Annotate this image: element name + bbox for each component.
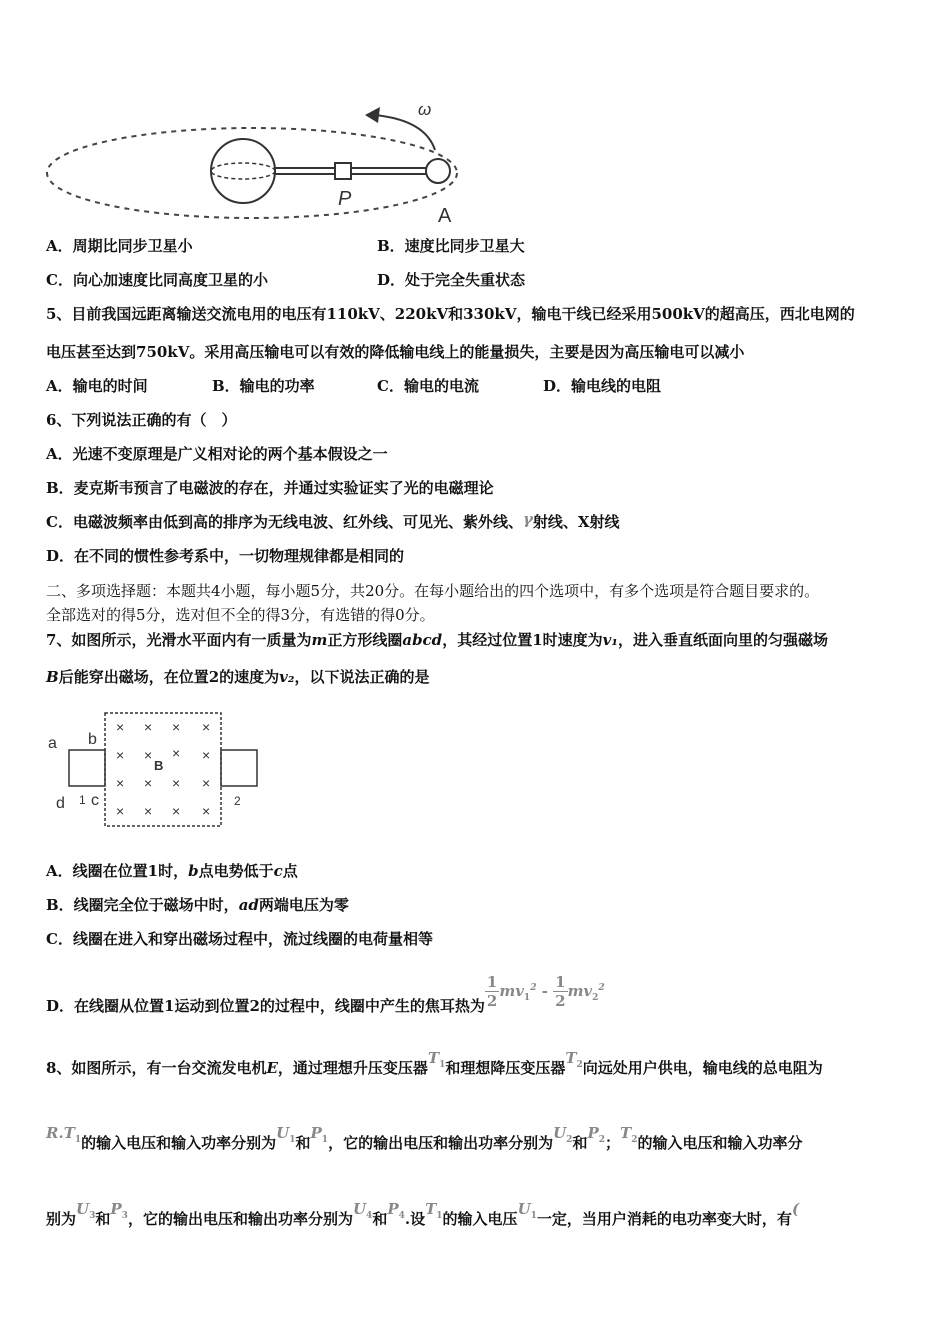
field-cross: ×	[202, 775, 211, 791]
field-cross: ×	[116, 719, 125, 735]
symbol-u2: $U_2$	[553, 1124, 573, 1145]
q7-a-point-b: b	[188, 862, 199, 880]
corner-label-d: d	[56, 795, 65, 812]
q6-option-d[interactable]: D．在不同的惯性参考系中，一切物理规律都是相同的	[46, 547, 405, 565]
sub-2: 2	[592, 992, 599, 1003]
q5-stem-line2: 电压甚至达到750kV。采用高压输电可以有效的降低输电线上的能量损失，主要是因为高压输电可以减小	[46, 343, 745, 361]
field-cross: ×	[144, 747, 153, 763]
field-cross: ×	[172, 803, 181, 819]
q8-text-5: 的输入电压和输入功率分别为	[81, 1134, 277, 1152]
q7-coil-name: abcd	[402, 631, 443, 649]
q6-option-c-post: 射线、X射线	[532, 513, 620, 531]
field-cross: ×	[144, 719, 153, 735]
field-cross: ×	[116, 775, 125, 791]
earth-circle	[211, 139, 275, 203]
q7-option-c[interactable]: C．线圈在进入和穿出磁场过程中，流过线圈的电荷量相等	[46, 930, 433, 948]
q8-stem-line1	[46, 1049, 823, 1085]
q4-option-d[interactable]: D．处于完全失重状态	[377, 271, 526, 289]
field-cross: ×	[116, 747, 125, 763]
frac-den-1: 2	[486, 992, 498, 1010]
q7-option-b[interactable]	[46, 895, 349, 915]
symbol-u4: $U_4$	[352, 1200, 373, 1221]
symbol-t1-b: $T_1$	[425, 1200, 443, 1221]
symbol-u1: $U_1$	[276, 1124, 296, 1145]
q5-option-a[interactable]: A．输电的时间	[46, 377, 148, 395]
q7-b-text-1: B．线圈完全位于磁场中时，	[46, 896, 239, 914]
q4-option-a[interactable]: A．周期比同步卫星小	[46, 237, 193, 255]
sub-1: 1	[523, 992, 531, 1003]
sup-2: 2	[598, 982, 605, 993]
field-cross: ×	[172, 775, 181, 791]
q8-text-11: 的输入电压	[442, 1210, 518, 1228]
field-cross: ×	[172, 719, 181, 735]
kinetic-term-1	[499, 981, 537, 1003]
position-label-1: 1	[79, 793, 86, 807]
coil-position-2	[221, 750, 257, 786]
q7-a-text-3: 点	[282, 862, 298, 880]
field-cross: ×	[172, 745, 181, 761]
q7-text-2: 正方形线圈	[327, 631, 403, 649]
point-p-box	[335, 163, 351, 179]
q7-stem-line2	[46, 667, 429, 687]
field-label-b: B	[154, 758, 164, 773]
mv-1: mv	[499, 981, 524, 1000]
q8-text-6: ，它的输出电压和输出功率分别为	[328, 1134, 554, 1152]
symbol-u3: $U_3$	[76, 1200, 96, 1221]
position-label-2: 2	[234, 794, 241, 808]
field-cross: ×	[202, 719, 211, 735]
q7-text-5: 后能穿出磁场，在位置2的速度为	[58, 668, 280, 686]
q7-option-a[interactable]	[46, 861, 298, 881]
field-cross: ×	[116, 803, 125, 819]
q8-semicolon: ；	[605, 1134, 621, 1152]
mv-2: mv	[567, 981, 593, 1000]
q7-field-symbol: B	[46, 668, 59, 686]
symbol-p4: $P_4$	[387, 1200, 405, 1221]
and-2: 和	[572, 1134, 588, 1152]
omega-arrowhead	[365, 107, 380, 123]
frac-den-2: 2	[555, 992, 566, 1010]
q7-b-text-2: 两端电压为零	[258, 896, 349, 914]
q8-text-9: ，它的输出电压和输出功率分别为	[127, 1210, 353, 1228]
q5-option-c[interactable]: C．输电的电流	[377, 377, 479, 395]
earth-equator	[211, 163, 275, 179]
symbol-p2: $P_2$	[587, 1124, 605, 1145]
q8-generator-e: E	[266, 1059, 278, 1077]
and-1: 和	[295, 1134, 311, 1152]
symbol-t1: $T_1$	[427, 1049, 446, 1070]
q7-stem-line1	[46, 630, 828, 650]
symbol-p3: $P_3$	[110, 1200, 128, 1221]
q6-stem: 6、下列说法正确的有（ ）	[46, 411, 237, 429]
minus-sign: -	[536, 981, 554, 1000]
symbol-t2: $T_2$	[565, 1049, 583, 1070]
fraction-half-2	[553, 973, 567, 1010]
open-paren: (	[791, 1200, 800, 1218]
q8-text-4: 向远处用户供电，输电线的总电阻为	[582, 1059, 823, 1077]
and-3: 和	[95, 1210, 111, 1228]
q7-a-text-2: 点电势低于	[198, 862, 274, 880]
omega-arrow	[375, 115, 435, 150]
q6-option-a[interactable]: A．光速不变原理是广义相对论的两个基本假设之一	[46, 445, 388, 463]
point-a-circle	[426, 159, 450, 183]
symbol-p1: $P_1$	[310, 1124, 329, 1145]
q7-v2-symbol: v₂	[279, 668, 295, 686]
q8-text-7: 的输入电压和输入功率分	[637, 1134, 803, 1152]
omega-label: ω	[418, 100, 432, 119]
q7-d-text: D．在线圈从位置1运动到位置2的过程中，线圈中产生的焦耳热为	[46, 996, 485, 1015]
q4-option-c[interactable]: C．向心加速度比同高度卫星的小	[46, 271, 268, 289]
q6-option-b[interactable]: B．麦克斯韦预言了电磁波的存在，并通过实验证实了光的电磁理论	[46, 479, 494, 497]
symbol-u1-b: $U_1$	[517, 1200, 537, 1221]
q8-stem-line3	[46, 1200, 800, 1236]
corner-label-c: c	[91, 792, 99, 809]
frac-num-1: 1	[486, 973, 498, 991]
figure-magnetic-field	[44, 710, 266, 832]
q6-option-c[interactable]	[46, 512, 620, 532]
q5-option-b[interactable]: B．输电的功率	[212, 377, 315, 395]
q7-a-point-c: c	[273, 862, 283, 880]
q7-text-3: ，其经过位置1时速度为	[442, 631, 603, 649]
q7-text-4: ，进入垂直纸面向里的匀强磁场	[617, 631, 828, 649]
field-cross: ×	[202, 747, 211, 763]
field-cross: ×	[202, 803, 211, 819]
kinetic-term-2	[567, 981, 605, 1003]
q8-text-2: ，通过理想升压变压器	[277, 1059, 428, 1077]
sup-1: 2	[530, 982, 537, 993]
q8-text-8: 别为	[46, 1210, 77, 1228]
q8-text-1: 8、如图所示，有一台交流发电机	[46, 1059, 267, 1077]
q8-text-10: .设	[404, 1210, 426, 1228]
q7-text-1: 7、如图所示，光滑水平面内有一质量为	[46, 631, 312, 649]
q6-option-c-pre: C．电磁波频率由低到高的排序为无线电波、红外线、可见光、紫外线、	[46, 513, 523, 531]
q7-mass-symbol: m	[311, 631, 328, 649]
q7-a-text-1: A．线圈在位置1时，	[46, 862, 189, 880]
field-cross: ×	[144, 775, 153, 791]
section2-line1: 二、多项选择题：本题共4小题，每小题5分，共20分。在每小题给出的四个选项中，有多个选项是符合题目要求的。	[46, 582, 820, 600]
q8-stem-line2	[46, 1124, 803, 1160]
gamma-symbol: γ	[522, 510, 533, 528]
field-cross: ×	[144, 803, 153, 819]
coil-position-1	[69, 750, 105, 786]
q8-text-3: 和理想降压变压器	[445, 1059, 566, 1077]
q7-option-d[interactable]	[46, 963, 605, 1013]
and-4: 和	[372, 1210, 388, 1228]
q4-option-b[interactable]: B．速度比同步卫星大	[377, 237, 525, 255]
figure-rotating-tether	[40, 95, 470, 230]
a-label: A	[438, 205, 452, 227]
p-label: P	[338, 188, 352, 210]
q7-text-6: ，以下说法正确的是	[294, 668, 430, 686]
fraction-half-1	[485, 973, 499, 1010]
q7-v1-symbol: v₁	[602, 631, 618, 649]
frac-num-2: 1	[555, 973, 566, 991]
corner-label-a: a	[48, 735, 57, 752]
q7-b-ad: ad	[238, 896, 259, 914]
symbol-t2-b: $T_2$	[620, 1124, 638, 1145]
symbol-rt1: $R.T_1$	[46, 1124, 82, 1145]
q5-stem-line1: 5、目前我国远距离输送交流电用的电压有110kV、220kV和330kV，输电干线已经采用500kV的超高压，西北电网的	[46, 305, 855, 323]
q5-option-d[interactable]: D．输电线的电阻	[543, 377, 662, 395]
corner-label-b: b	[88, 731, 97, 748]
q8-text-12: 一定，当用户消耗的电功率变大时，有	[536, 1210, 792, 1228]
section2-line2: 全部选对的得5分，选对但不全的得3分，有选错的得0分。	[46, 606, 435, 624]
